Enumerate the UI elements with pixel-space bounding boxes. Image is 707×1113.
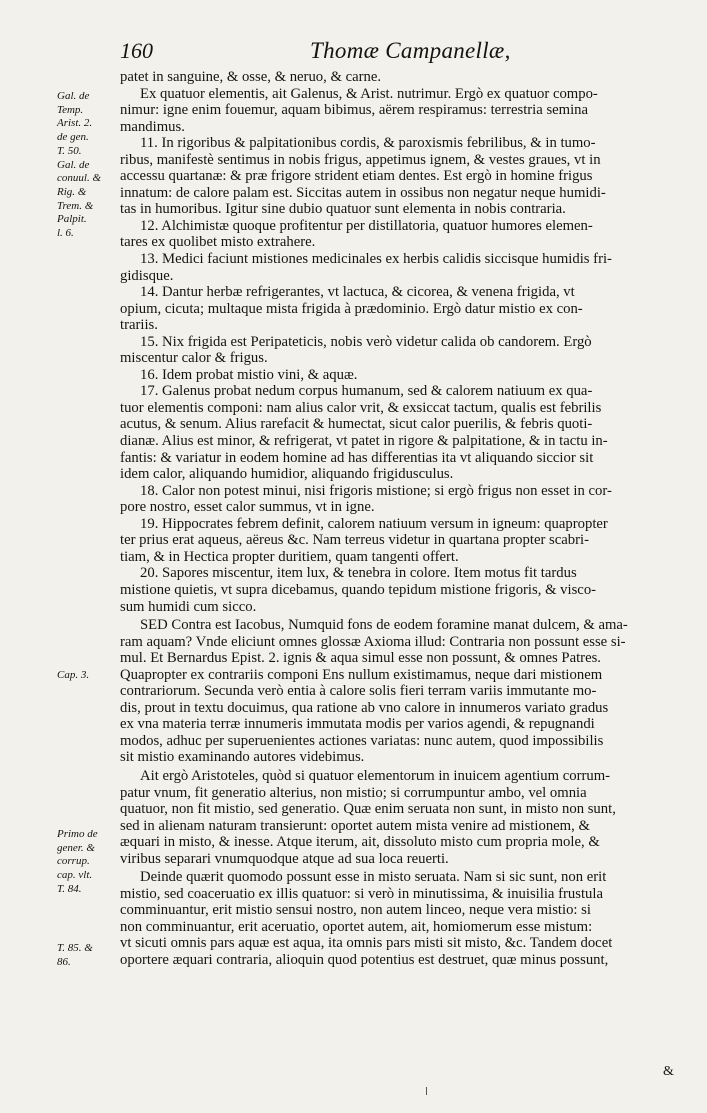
text-line: innatum: de calore palam est. Siccitas autem in ossibus non negatur neque humidi- [120, 184, 606, 201]
margin-line: Palpit. [57, 213, 87, 226]
margin-line: l. 6. [57, 227, 74, 240]
margin-line: Rig. & [57, 185, 87, 198]
margin-line: T. 50. [57, 144, 82, 157]
text-line: quatuor, non fit mistio, sed generatio. Quæ enim seruata non sunt, in misto non sunt, [120, 801, 616, 818]
text-line: dianæ. Alius est minor, & refrigerat, vt patet in rigore & palpitatione, & in tactu in- [120, 433, 608, 450]
text-line: ex vna materia terræ innumeris immutata modis per varios agendi, & repugnandi [120, 716, 595, 733]
text-line: nimur: igne enim fouemur, aquam bibimus, aërem respiramus: terrestria semina [120, 102, 589, 119]
text-line: sum humidi cum sicco. [120, 598, 257, 615]
margin-line: Temp. [57, 103, 84, 116]
page-number: 160 [120, 38, 153, 63]
text-line: gidisque. [120, 267, 174, 284]
text-line: sed in alienam naturam transierunt: oportet autem mista venire ad mistionem, & [120, 817, 590, 834]
margin-note-3 [57, 828, 119, 897]
text-line: sit mistio examinando autores videbimus. [120, 749, 365, 766]
margin-line: Trem. & [57, 199, 94, 212]
margin-line: Arist. 2. [57, 117, 93, 130]
text-line: 16. Idem probat mistio vini, & aquæ. [140, 366, 358, 383]
text-line: patur vnum, fit generatio alterius, non mistio; si corrumpuntur ambo, vel omnia [120, 784, 587, 801]
text-line: patet in sanguine, & osse, & neruo, & carne. [120, 69, 382, 85]
body-text [120, 69, 682, 969]
text-line: modos, adhuc per superuenientes actiones variatas: nunc autem, quod impossibilis [120, 732, 604, 749]
text-line: fantis: & variatur in eodem homine ad has differentias ita vt aliquando siccior sit [120, 449, 594, 466]
catchword: & [663, 1064, 674, 1079]
text-line: tas in humoribus. Igitur sine dubio quatuor sunt elementa in nobis contraria. [120, 201, 566, 218]
text-line: 18. Calor non potest minui, nisi frigoris mistione; si ergò frigus non esset in cor- [140, 482, 612, 499]
margin-line: conuul. & [57, 172, 101, 185]
text-line: tuor elementis componi: nam alius calor vrit, & exsiccat tactum, qualis est febrilis [120, 399, 602, 416]
text-line: oportere æquari contraria, alioquin quod potentius est destruet, quæ minus possunt, [120, 951, 609, 968]
text-line: 13. Medici faciunt mistiones medicinales ex herbis calidis siccisque humidis fri- [140, 251, 612, 268]
text-line: mistione quietis, vt supra dicebamus, quando tepidum mistione frigoris, & visco- [120, 581, 597, 598]
text-line: idem calor, aliquando humidior, aliquando frigidusculus. [120, 466, 454, 483]
running-title: Thomæ Campanellæ, [310, 38, 511, 63]
text-line: æquari in misto, & inesse. Atque iterum, ait, dissoluto misto cum propria mole, & [120, 834, 600, 851]
text-line: 12. Alchimistæ quoque profitentur per distillatoria, quatuor humores elemen- [140, 217, 593, 234]
margin-line: cap. vlt. [57, 869, 93, 882]
text-line: 14. Dantur herbæ refrigerantes, vt lactuca, & cicorea, & venena frigida, vt [140, 284, 575, 301]
text-line: acutus, & senum. Alius rarefacit & humectat, sicut calor puerilis, & febris quoti- [120, 416, 593, 433]
ink-mark [426, 1087, 427, 1095]
text-line: 17. Galenus probat nedum corpus humanum, sed & calorem natiuum ex qua- [140, 383, 593, 400]
text-line: Quapropter ex contrariis componi Ens nullum existimamus, neque dari mistionem [120, 666, 603, 683]
text-line: 15. Nix frigida est Peripateticis, nobis verò videtur calida ob candorem. Ergò [140, 333, 592, 350]
text-line: ter prius erat aqueus, aëreus &c. Nam terreus videtur in quartana propter scabri- [120, 532, 589, 549]
text-line: tares ex quolibet misto extrahere. [120, 234, 316, 251]
text-line: Ait ergò Aristoteles, quòd si quatuor elementorum in inuicem agentium corrum- [140, 767, 611, 784]
text-line: Deinde quærit quomodo possunt esse in misto seruata. Nam si sic sunt, non erit [140, 869, 607, 886]
margin-note-1 [57, 90, 119, 241]
text-line: SED Contra est Iacobus, Numquid fons de eodem foramine manat dulcem, & ama- [140, 617, 628, 634]
margin-line: Cap. 3. [57, 669, 90, 681]
text-line: mistio, sed coaceruatio ex illis quatuor: si verò in minutissima, & inuisilia frustula [120, 885, 603, 902]
text-line: accessu quartanæ: & præ frigore strident etiam dentes. Est ergò in homine frigus [120, 168, 593, 185]
text-line: tiam, & in Hectica propter duritiem, quam tangenti offert. [120, 548, 459, 565]
margin-line: corrup. [57, 855, 90, 868]
text-line: 19. Hippocrates febrem definit, calorem natiuum versum in igneum: quapropter [140, 515, 608, 532]
text-line: ram aquam? Vnde eliciunt omnes glossæ Axioma illud: Contraria non possunt esse si- [120, 633, 626, 650]
margin-note-2 [57, 669, 119, 683]
text-line: dis, prout in textu docuimus, qua ratione ab vno calore in innumeros variato gradus [120, 699, 609, 716]
margin-line: Gal. de [57, 158, 90, 171]
text-line: mul. Et Bernardus Epist. 2. ignis & aqua simul esse non possunt, & omnes Patres. [120, 650, 601, 667]
text-line: Ex quatuor elementis, ait Galenus, & Arist. nutrimur. Ergò ex quatuor compo- [140, 85, 598, 102]
margin-line: 86. [57, 955, 71, 968]
text-line: 20. Sapores miscentur, item lux, & tenebra in colore. Item motus fit tardus [140, 565, 577, 582]
margin-note-4 [57, 942, 119, 969]
text-line: ribus, manifestè sentimus in nobis frigus, appetimus ignem, & vestes graues, vt in [120, 151, 601, 168]
margin-line: T. 84. [57, 882, 82, 895]
text-line: vt sicuti omnis pars aquæ est aqua, ita omnis pars misti sit misto, &c. Tandem docet [120, 935, 613, 952]
page-header [120, 38, 680, 68]
margin-line: gener. & [57, 841, 95, 854]
text-line: 11. In rigoribus & palpitationibus cordis, & paroxismis febrilibus, & in tumo- [140, 135, 596, 152]
margin-line: de gen. [57, 131, 89, 144]
text-line: opium, cicuta; multaque mista frigida à prædominio. Ergò datur mistio ex con- [120, 300, 583, 317]
text-line: non comminuantur, erit aceruatio, oportet autem, ait, homiomerum esse mistum: [120, 918, 593, 935]
margin-line: Primo de [57, 828, 98, 840]
text-line: mandimus. [120, 118, 185, 135]
text-line: viribus separari vnumquodque atque ad sua loca reuerti. [120, 850, 449, 867]
text-line: trariis. [120, 317, 158, 334]
text-line: miscentur calor & frigus. [120, 350, 268, 367]
text-line: pore nostro, esset calor summus, vt in igne. [120, 499, 375, 516]
text-line: contrariorum. Secunda verò entia à calore solis fieri terram variis immutante mo- [120, 683, 597, 700]
text-line: comminuantur, erit mistio sensui nostro, non autem linceo, neque vera mistio: si [120, 902, 591, 919]
margin-line: Gal. de [57, 90, 90, 102]
margin-line: T. 85. & [57, 942, 93, 954]
